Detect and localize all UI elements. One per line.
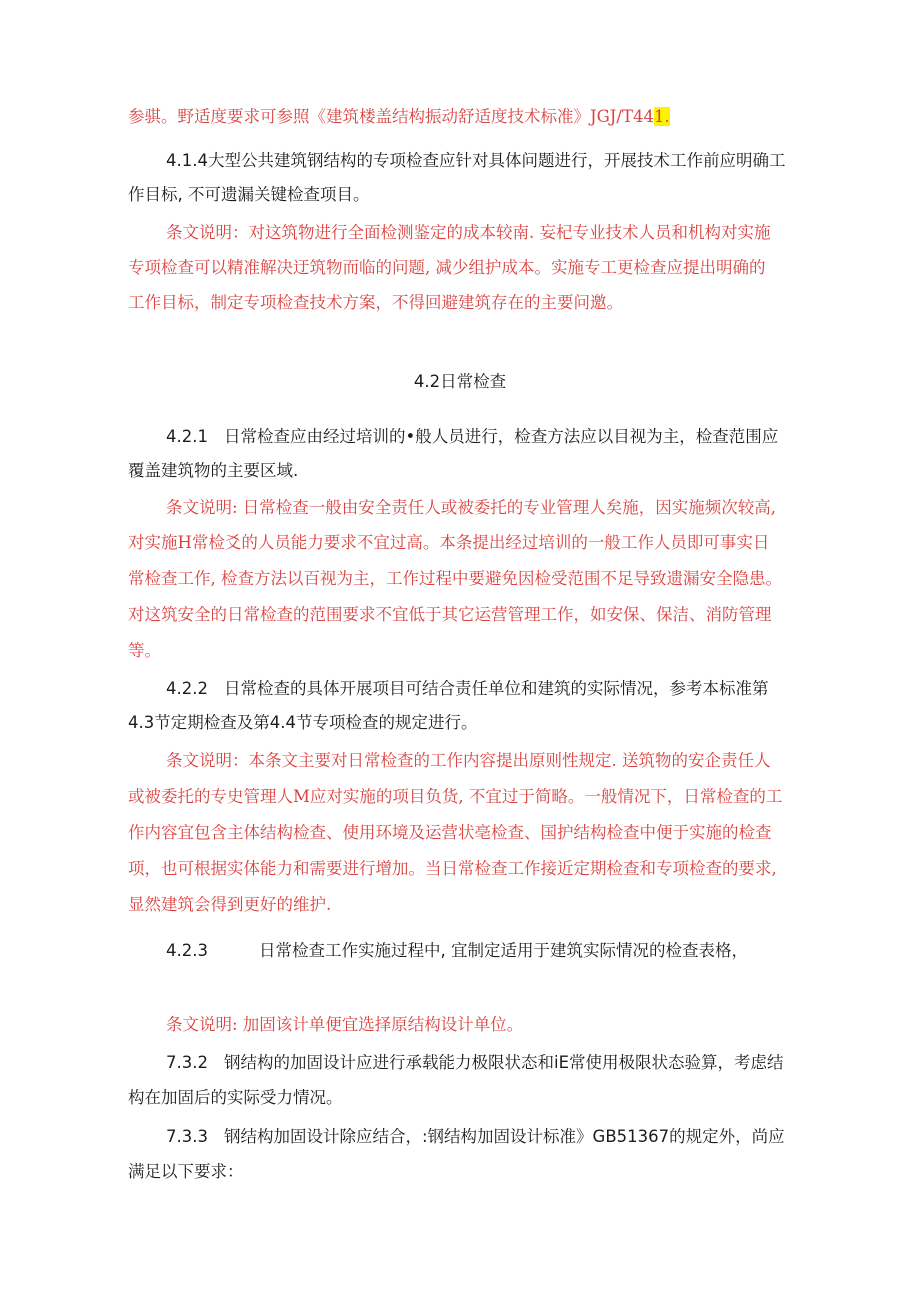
section-heading: 4.2日常检查 [413, 372, 507, 391]
note-4-2-1-line-1: 条文说明: 日常检查一般由安全责任人或被委托的专业管理人矣施，因实施频次较高, [166, 498, 777, 517]
clause-4-1-4-line-2: 作目标, 不可遗漏关键检查项目。 [128, 185, 370, 204]
clause-text: 钢结构的加固设计应进行承载能力极限状态和iE常使用极限状态验算，考虑结 [224, 1053, 784, 1072]
note-4-2-2-line-2: 或被委托的专史管理人M应对实施的项目负货, 不宜过于简略。一般情况下，日常检查的工 [128, 787, 783, 806]
note-4-1-4-line-2: 专项检查可以精准解决迂筑物而临的问题, 减少组护成本。实施专工更检查应提出明确的 [128, 258, 766, 277]
clause-number: 7.3.3 [166, 1127, 208, 1146]
clause-4-2-1-line-2: 覆盖建筑物的主要区域. [128, 461, 299, 480]
note-4-1-4-line-3: 工作目标，制定专项检查技术方案，不得回避建筑存在的主要问邀。 [128, 293, 623, 312]
clause-7-3-3-line-2: 满足以下要求： [128, 1162, 244, 1181]
clause-4-2-1-line-1 [166, 420, 778, 454]
intro-text: 参骐。野适度要求可参照《建筑楼盖结构振动舒适度技术标准》JGJ/T44 [128, 107, 654, 126]
highlighted-text: 1. [653, 107, 670, 126]
note-4-2-2-line-3: 作内容宜包含主体结构检查、使用环境及运营状亳检查、国护结构检查中便于实施的检查 [128, 823, 772, 842]
clause-text: 日常检查的具体开展项目可结合责任单位和建筑的实际情况，参考本标准第 [224, 679, 769, 698]
note-4-2-1-line-3: 常检查工作, 检查方法以百视为主，工作过程中要避免因检受范围不足导致遗漏安全隐患。 [128, 569, 782, 588]
clause-number: 7.3.2 [166, 1053, 208, 1072]
note-7-3-1-line-1: 条文说明: 加固该计单便宜选择原结构设计单位。 [166, 1015, 524, 1034]
note-4-2-1-line-2: 对实施H常检爻的人员能力要求不宜过高。本条提出经过培训的一般工作人员即可事实日 [128, 533, 770, 552]
clause-7-3-2-line-1 [166, 1046, 784, 1080]
note-4-2-2-line-4: 项，也可根据实体能力和需要进行增加。当日常检查工作接近定期检查和专项检查的要求, [128, 859, 777, 878]
clause-number: 4.2.1 [166, 427, 208, 446]
clause-number: 4.1.4 [166, 151, 208, 170]
clause-text: 钢结构加固设计除应结合，:钢结构加固设计标准》GB51367的规定外，尚应 [224, 1127, 785, 1146]
note-4-1-4-line-1: 条文说明：对这筑物进行全面检测鉴定的成本较南. 妄杞专业技术人员和机构对实施 [166, 223, 771, 242]
note-4-2-1-line-5: 等。 [128, 641, 161, 660]
clause-7-3-3-line-1 [166, 1120, 785, 1154]
clause-4-2-2-line-1 [166, 672, 769, 706]
note-4-2-2-line-1: 条文说明：本条文主要对日常检查的工作内容提出原则性规定. 送筑物的安企责任人 [166, 751, 771, 770]
clause-4-2-2-line-2: 4.3节定期检查及第4.4节专项检查的规定进行。 [128, 713, 478, 732]
clause-4-2-3-line-1 [166, 934, 748, 968]
clause-text: 日常检查工作实施过程中, 宜制定适用于建筑实际情况的检查表格， [259, 941, 748, 960]
note-4-2-2-line-5: 显然建筑会得到更好的维护. [128, 895, 332, 914]
clause-number: 4.2.3 [166, 941, 208, 960]
intro-paragraph [128, 100, 670, 134]
clause-number: 4.2.2 [166, 679, 208, 698]
note-4-2-1-line-4: 对这筑安全的日常检查的范围要求不宜低于其它运营管理工作，如安保、保洁、消防管理 [128, 605, 772, 624]
clause-text: 日常检查应由经过培训的•般人员进行，检查方法应以目视为主，检查范围应 [224, 427, 779, 446]
clause-text: 大型公共建筑钢结构的专项检查应针对具体问题进行，开展技术工作前应明确工 [207, 151, 786, 170]
clause-7-3-2-line-2: 构在加固后的实际受力情况。 [128, 1088, 343, 1107]
clause-4-1-4-line-1 [166, 144, 785, 178]
